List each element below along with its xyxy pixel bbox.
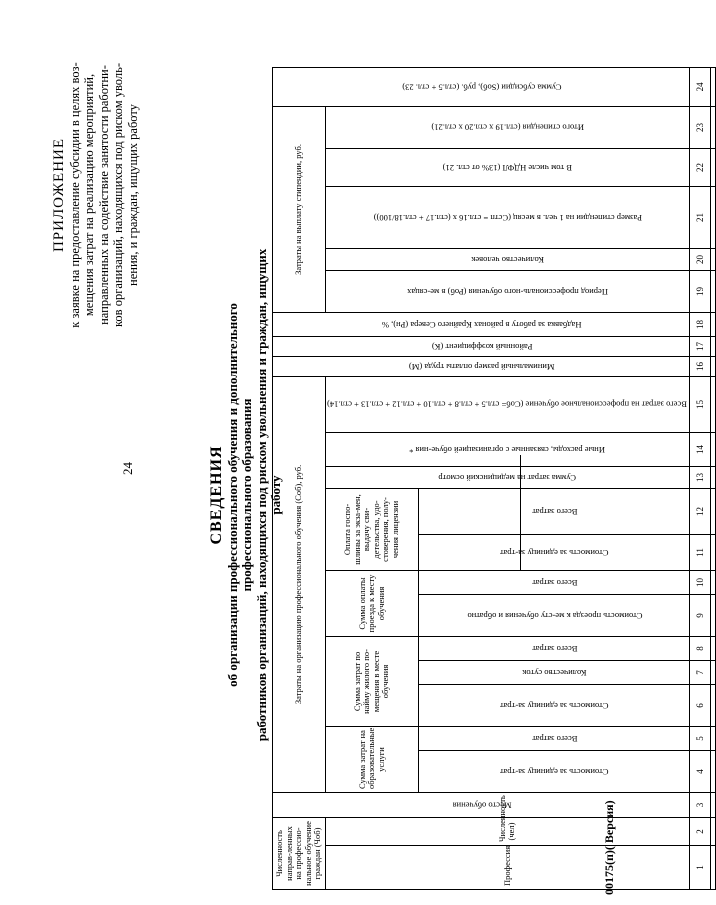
column-number: 16 (690, 356, 711, 376)
column-number: 24 (690, 67, 711, 106)
version-label: 00175(п)( Версия) (602, 800, 616, 895)
header-state-duty: Оплата госпо-шлины за экза-мен, выдачу сви-детельства, удо-стоверения, полу-чения лицензии (325, 488, 419, 570)
column-number: 13 (690, 466, 711, 488)
header-travel: Сумма оплаты проезда к месту обучения (325, 570, 419, 636)
empty-cell (711, 684, 716, 726)
appendix-block (52, 5, 140, 385)
column-number: 14 (690, 432, 711, 466)
appendix-line: направленных на содействие занятости работни- (96, 65, 111, 325)
column-number: 9 (690, 594, 711, 636)
column-number: 23 (690, 106, 711, 148)
signature-line (520, 455, 521, 570)
header-edu-unit-cost: Стоимость за единицу за-трат (419, 750, 690, 792)
appendix-line: ков организаций, находящихся под риском уволь- (111, 63, 125, 328)
empty-cell (711, 594, 716, 636)
column-number: 22 (690, 148, 711, 186)
header-people-count: Количество человек (325, 248, 690, 270)
header-housing-unit-cost: Стоимость за единицу за-трат (419, 684, 690, 726)
column-number: 7 (690, 660, 711, 684)
empty-cell (711, 636, 716, 660)
empty-cell (711, 792, 716, 817)
column-number: 11 (690, 534, 711, 570)
column-number: 17 (690, 336, 711, 356)
empty-cell (711, 248, 716, 270)
column-number: 8 (690, 636, 711, 660)
header-subsidy-sum: Сумма субсидии (Sоб), руб. (стл.5 + стл. 23) (273, 67, 690, 106)
header-housing-total: Всего затрат (419, 636, 690, 660)
header-other-costs: Иные расходы, связанные с организацией обуче-ния * (325, 432, 690, 466)
appendix-title: ПРИЛОЖЕНИЕ (51, 137, 67, 253)
empty-cell (711, 186, 716, 248)
document-title: СВЕДЕНИЯ (208, 445, 225, 545)
empty-cell (711, 726, 716, 750)
column-number: 10 (690, 570, 711, 594)
document-subtitle-line: об организации профессионального обучения и дополнительного профессионального образования (224, 303, 254, 687)
header-stipend-total: Итого стипендия (стл.19 х стл.20 х стл.21) (325, 106, 690, 148)
header-stipend-size: Размер стипендии на 1 чел. в месяц (Сстп = стл.16 х (стл.17 + стл.18/100)) (325, 186, 690, 248)
header-regional-coef: Районный коэффициент (К) (273, 336, 690, 356)
column-number: 21 (690, 186, 711, 248)
column-number: 20 (690, 248, 711, 270)
empty-cell (711, 534, 716, 570)
header-costs-group: Затраты на организацию профессионального обучения (Соб), руб. (273, 376, 326, 792)
data-table (272, 67, 716, 890)
empty-cell (711, 312, 716, 336)
header-medical: Сумма затрат на медицинский осмотр (325, 466, 690, 488)
empty-cell (711, 846, 716, 890)
header-northern-bonus: Надбавка за работу в районах Крайнего Севера (Рн), % (273, 312, 690, 336)
header-trained-count: Численность направ-ленных на профессио-нальное обучение граждан (Чоб) (273, 817, 326, 889)
header-housing-days: Количество суток (419, 660, 690, 684)
header-duty-unit-cost: Стоимость за единицу за-трат (419, 534, 690, 570)
header-period: Период профессиональ-ного обучения (Роб) в ме-сяцах (325, 270, 690, 312)
header-min-wage: Минимальный размер оплаты труда (М) (273, 356, 690, 376)
header-duty-total: Всего затрат (419, 488, 690, 534)
page-number: 24 (120, 462, 135, 475)
empty-cell (711, 356, 716, 376)
empty-cell (711, 336, 716, 356)
header-edu-total: Всего затрат (419, 726, 690, 750)
appendix-line: мещения затрат на реализацию мероприятий, (82, 73, 96, 317)
header-stipend-group: Затраты на выплату стипендии, руб. (273, 106, 326, 312)
empty-cell (711, 466, 716, 488)
header-location: Место обучения (273, 792, 690, 817)
column-number: 3 (690, 792, 711, 817)
column-number: 15 (690, 376, 711, 432)
column-number: 12 (690, 488, 711, 534)
header-edu-services: Сумма затрат на образовательные услуги (325, 726, 419, 792)
empty-cell (711, 817, 716, 845)
header-profession: Профессия (325, 846, 690, 890)
empty-cell (711, 270, 716, 312)
appendix-line: нения, и граждан, ищущих работу (125, 104, 140, 286)
empty-cell (711, 570, 716, 594)
column-number: 18 (690, 312, 711, 336)
empty-cell (711, 488, 716, 534)
column-number: 6 (690, 684, 711, 726)
header-travel-unit-cost: Стоимость проезда к ме-сту обучения и обратно (419, 594, 690, 636)
appendix-line: к заявке на предоставление субсидии в целях воз- (67, 62, 82, 328)
column-number: 2 (690, 817, 711, 845)
empty-cell (711, 750, 716, 792)
header-housing: Сумма затрат по найму жилого по-мещения в месте обучения (325, 636, 419, 726)
header-count: Численность (чел) (325, 817, 690, 845)
empty-cell (711, 67, 716, 106)
empty-cell (711, 376, 716, 432)
empty-cell (711, 148, 716, 186)
column-number: 19 (690, 270, 711, 312)
column-number: 4 (690, 750, 711, 792)
empty-cell (711, 660, 716, 684)
header-total-costs: Всего затрат на профессиональное обучение (Соб= стл.5 + стл.8 + стл.10 + стл.12 + стл.13 + стл.14) (325, 376, 690, 432)
column-number: 1 (690, 846, 711, 890)
column-number: 5 (690, 726, 711, 750)
document-subtitle-line: работников организаций, находящихся под риском увольнения и граждан, ищущих работу (253, 248, 283, 742)
empty-cell (711, 432, 716, 466)
header-ndfl: В том числе НДФЛ (13% от стл. 21) (325, 148, 690, 186)
empty-cell (711, 106, 716, 148)
header-travel-total: Всего затрат (419, 570, 690, 594)
